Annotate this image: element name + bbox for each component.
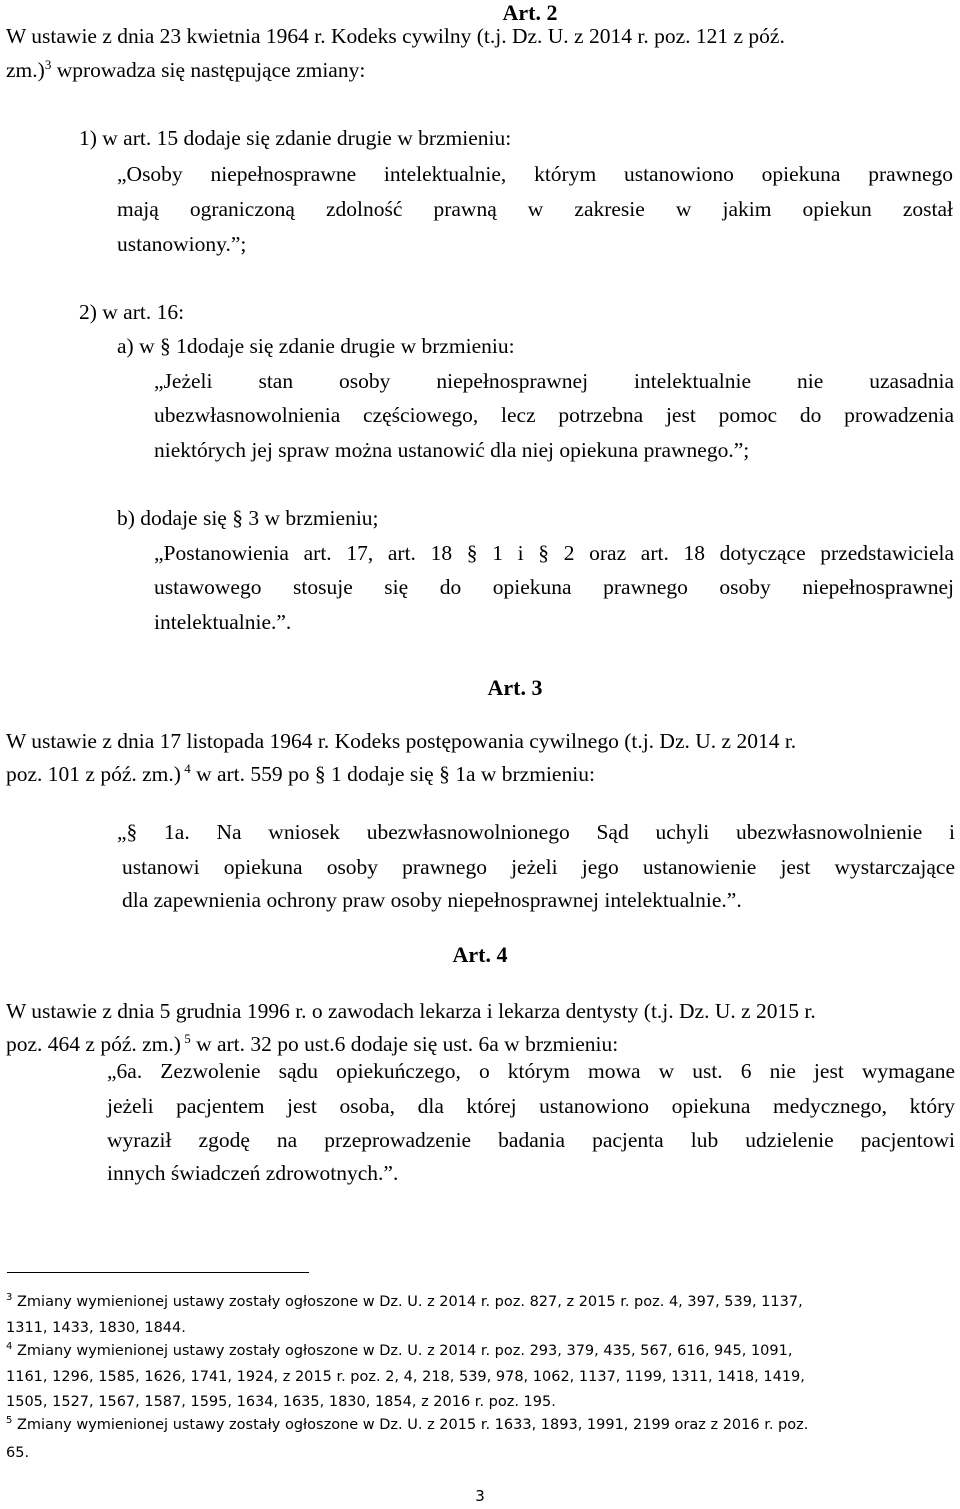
art4-quote-line-4: innych świadczeń zdrowotnych.”. [107, 1161, 399, 1185]
art3-heading: Art. 3 [487, 675, 543, 700]
footnote-3-line-2: 1311, 1433, 1830, 1844. [6, 1320, 186, 1336]
footnote-3-number: 3 [6, 1292, 13, 1304]
footnote-5-line-1 [6, 1415, 808, 1435]
art2-point-2b-quote-line-3: intelektualnie.”. [154, 610, 292, 634]
art2-intro-text-a: zm.) [6, 58, 45, 82]
art2-point-1: 1) w art. 15 dodaje się zdanie drugie w brzmieniu: [79, 126, 512, 150]
footnote-4-line-1 [6, 1341, 792, 1361]
art3-intro-text-a: poz. 101 z póź. zm.) [6, 762, 181, 786]
art4-intro-line-2 [6, 1029, 618, 1059]
art2-point-1-quote-line-2: mają ograniczoną zdolność prawną w zakresie w jakim opiekun został [117, 197, 953, 221]
footnote-ref-5: 5 [180, 1030, 191, 1046]
art3-intro-text-b: w art. 559 po § 1 dodaje się § 1a w brzmieniu: [190, 762, 595, 786]
art2-point-1-quote-line-3: ustanowiony.”; [117, 232, 247, 256]
art2-point-2b: b) dodaje się § 3 w brzmieniu; [117, 506, 379, 530]
art2-point-2: 2) w art. 16: [79, 300, 185, 324]
page-number: 3 [475, 1487, 485, 1505]
art3-intro-line-2 [6, 759, 595, 789]
art2-point-2a: a) w § 1dodaje się zdanie drugie w brzmieniu: [117, 334, 515, 358]
art4-quote-line-2: jeżeli pacjentem jest osoba, dla której ustanowiono opiekuna medycznego, który [107, 1094, 955, 1118]
art3-quote-line-2: ustanowi opiekuna osoby prawnego jeżeli jego ustanowienie jest wystarczające [122, 855, 955, 879]
art3-intro-line-1: W ustawie z dnia 17 listopada 1964 r. Kodeks postępowania cywilnego (t.j. Dz. U. z 2014 r. [6, 729, 797, 753]
art2-intro-text-b: wprowadza się następujące zmiany: [51, 58, 366, 82]
footnote-4-number: 4 [6, 1341, 13, 1353]
footnote-5-line-2: 65. [6, 1445, 30, 1461]
art2-intro-line-2 [6, 55, 365, 85]
footnote-separator [7, 1272, 309, 1273]
art4-quote-line-3: wyraził zgodę na przeprowadzenie badania pacjenta lub udzielenie pacjentowi [107, 1128, 955, 1152]
art4-intro-line-1: W ustawie z dnia 5 grudnia 1996 r. o zawodach lekarza i lekarza dentysty (t.j. Dz. U. z 2015 r. [6, 999, 816, 1023]
art2-point-1-quote-line-1: „Osoby niepełnosprawne intelektualnie, którym ustanowiono opiekuna prawnego [117, 162, 953, 186]
art3-quote-line-1: „§ 1a. Na wniosek ubezwłasnowolnionego Sąd uchyli ubezwłasnowolnienie i [117, 820, 955, 844]
art2-point-2b-quote-line-1: „Postanowienia art. 17, art. 18 § 1 i § 2 oraz art. 18 dotyczące przedstawiciela [154, 541, 954, 565]
footnote-5-text: Zmiany wymienionej ustawy zostały ogłoszone w Dz. U. z 2015 r. 1633, 1893, 1991, 2199 oraz z 2016 r. poz. [12, 1417, 809, 1433]
art3-quote-line-3: dla zapewnienia ochrony praw osoby niepełnosprawnej intelektualnie.”. [122, 888, 742, 912]
footnote-5-number: 5 [6, 1415, 13, 1427]
footnote-3-text: Zmiany wymienionej ustawy zostały ogłoszone w Dz. U. z 2014 r. poz. 827, z 2015 r. poz. 4, 397, 539, 1137, [12, 1294, 803, 1310]
footnote-4-line-3: 1505, 1527, 1567, 1587, 1595, 1634, 1635, 1830, 1854, z 2016 r. poz. 195. [6, 1394, 556, 1410]
art2-point-2b-quote-line-2: ustawowego stosuje się do opiekuna prawnego osoby niepełnosprawnej [154, 575, 954, 599]
art4-intro-text-a: poz. 464 z póź. zm.) [6, 1032, 181, 1056]
art2-heading: Art. 2 [502, 0, 558, 25]
footnote-3-line-1 [6, 1292, 803, 1312]
art2-point-2a-quote-line-2: ubezwłasnowolnienia częściowego, lecz potrzebna jest pomoc do prowadzenia [154, 403, 954, 427]
footnote-4-line-2: 1161, 1296, 1585, 1626, 1741, 1924, z 2015 r. poz. 2, 4, 218, 539, 978, 1062, 1137, 1199, 1311, 1418, 1419, [6, 1369, 805, 1385]
art4-heading: Art. 4 [452, 942, 508, 967]
art4-quote-line-1: „6a. Zezwolenie sądu opiekuńczego, o którym mowa w ust. 6 nie jest wymagane [107, 1059, 955, 1083]
art2-point-2a-quote-line-1: „Jeżeli stan osoby niepełnosprawnej intelektualnie nie uzasadnia [154, 369, 954, 393]
footnote-ref-3: 3 [44, 56, 52, 72]
art2-point-2a-quote-line-3: niektórych jej spraw można ustanowić dla niej opiekuna prawnego.”; [154, 438, 750, 462]
footnote-ref-4: 4 [180, 760, 191, 776]
footnote-4-text: Zmiany wymienionej ustawy zostały ogłoszone w Dz. U. z 2014 r. poz. 293, 379, 435, 567, 616, 945, 1091, [12, 1343, 793, 1359]
art4-intro-text-b: w art. 32 po ust.6 dodaje się ust. 6a w brzmieniu: [190, 1032, 619, 1056]
art2-intro-line-1: W ustawie z dnia 23 kwietnia 1964 r. Kodeks cywilny (t.j. Dz. U. z 2014 r. poz. 121 z póź. [6, 24, 785, 48]
